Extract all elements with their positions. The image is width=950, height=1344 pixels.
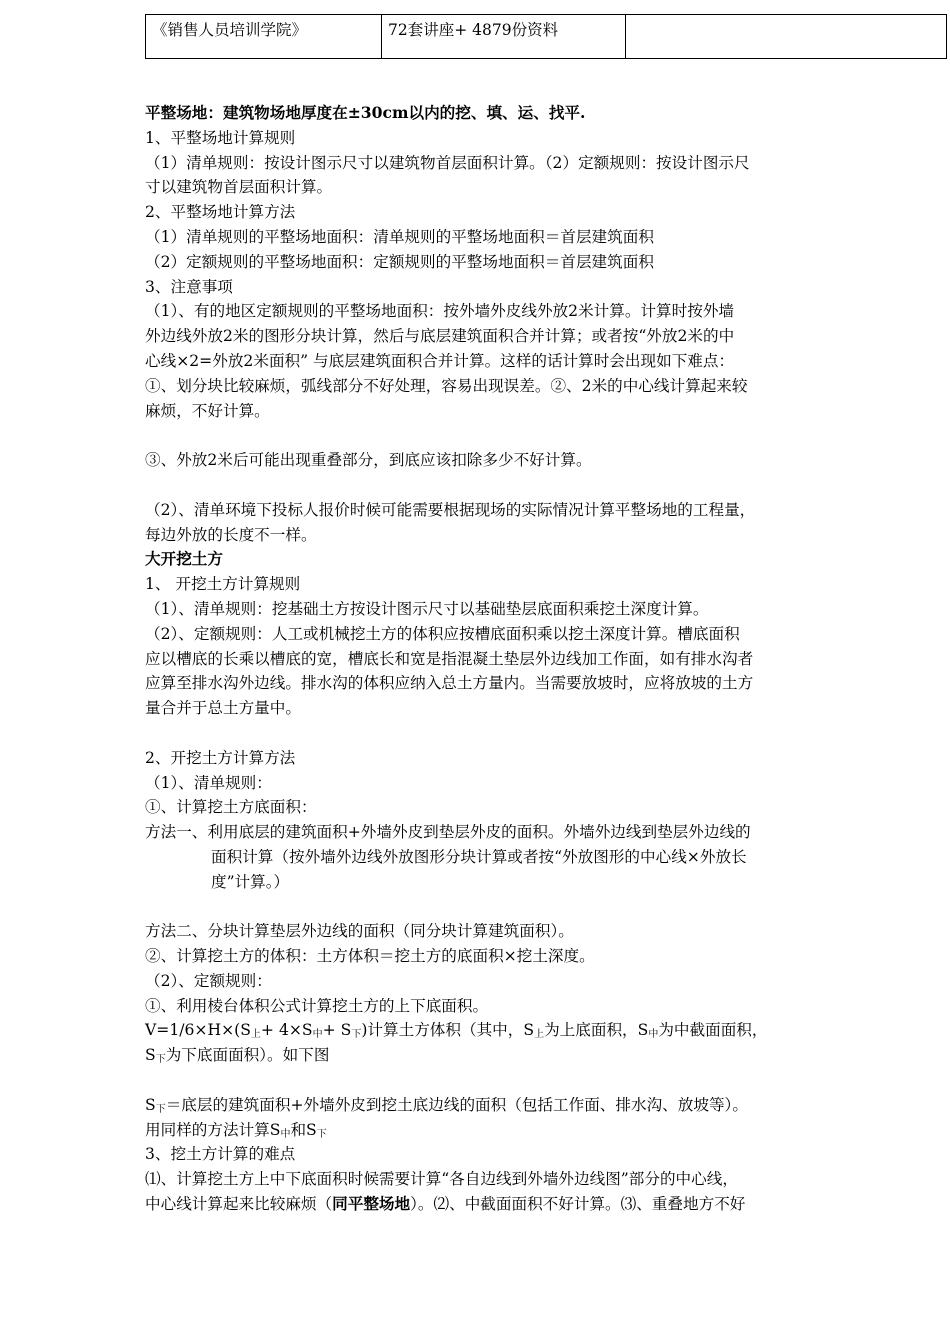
paragraph-line: 3、挖土方计算的难点 (145, 1145, 296, 1164)
paragraph-line: 方法二、分块计算垫层外边线的面积（同分块计算建筑面积）。 (145, 922, 574, 941)
paragraph-line: 2、平整场地计算方法 (145, 203, 296, 222)
paragraph-line: ⑴、计算挖土方上中下底面积时候需要计算“各自边线到外墙外边线图”部分的中心线， (145, 1170, 738, 1189)
paragraph-line: （2）定额规则的平整场地面积：定额规则的平整场地面积＝首层建筑面积 (145, 252, 654, 271)
paragraph-line: ①、利用棱台体积公式计算挖土方的上下底面积。 (145, 996, 489, 1015)
header-cell-resources: 72套讲座+ 4879份资料 (382, 15, 626, 59)
paragraph-line: （2）、清单环境下投标人报价时候可能需要根据现场的实际情况计算平整场地的工程量， (145, 500, 756, 519)
paragraph-line: ①、计算挖土方底面积： (145, 798, 317, 817)
paragraph-line: 2、开挖土方计算方法 (145, 748, 296, 767)
paragraph-line: 1、 开挖土方计算规则 (145, 575, 301, 594)
paragraph-line: ①、划分块比较麻烦，弧线部分不好处理，容易出现误差。②、2米的中心线计算起来较 (145, 376, 748, 395)
paragraph-line: 应算至排水沟外边线。排水沟的体积应纳入总土方量内。当需要放坡时，应将放坡的土方 (145, 674, 754, 693)
paragraph-line: 心线×2=外放2米面积” 与底层建筑面积合并计算。这样的话计算时会出现如下难点： (145, 351, 735, 370)
paragraph-line: 寸以建筑物首层面积计算。 (145, 178, 333, 197)
paragraph-line: 3、注意事项 (145, 277, 233, 296)
paragraph-line: $S_下=$底层的建筑面积+外墙外皮到挖土底边线的面积（包括工作面、排水沟、放坡等）。 (145, 1095, 748, 1115)
paragraph-line: 麻烦，不好计算。 (145, 401, 270, 420)
paragraph-line: ②、计算挖土方的体积：土方体积＝挖土方的底面积×挖土深度。 (145, 947, 595, 966)
paragraph-line: 中心线计算起来比较麻烦（同平整场地）。⑵、中截面面积不好计算。⑶、重叠地方不好 (145, 1194, 746, 1214)
paragraph-line: 每边外放的长度不一样。 (145, 525, 317, 544)
paragraph-line-indented: 度”计算。） (211, 872, 290, 891)
paragraph-line: （2）、定额规则： (145, 971, 272, 990)
paragraph-line: 应以槽底的长乘以槽底的宽，槽底长和宽是指混凝土垫层外边线加工作面，如有排水沟者 (145, 649, 754, 668)
section-heading-excavation: 大开挖土方 (145, 549, 223, 569)
header-cell-empty (626, 15, 947, 59)
paragraph-line: 外边线外放2米的图形分块计算，然后与底层建筑面积合并计算；或者按“外放2米的中 (145, 327, 735, 346)
paragraph-line: （1）清单规则：按设计图示尺寸以建筑物首层面积计算。（2）定额规则：按设计图示尺 (145, 153, 750, 172)
paragraph-line: （2）、定额规则：人工或机械挖土方的体积应按槽底面积乘以挖土深度计算。槽底面积 (145, 624, 740, 643)
paragraph-line: （1）、清单规则： (145, 773, 272, 792)
header-cell-title: 《销售人员培训学院》 (146, 15, 382, 59)
paragraph-line: ③、外放2米后可能出现重叠部分，到底应该扣除多少不好计算。 (145, 451, 592, 470)
paragraph-line: 量合并于总土方量中。 (145, 699, 301, 718)
section-heading-site-leveling: 平整场地：建筑物场地厚度在±30cm以内的挖、填、运、找平. (145, 103, 586, 122)
paragraph-line-indented: 面积计算（按外墙外边线外放图形分块计算或者按“外放图形的中心线×外放长 (211, 847, 747, 866)
paragraph-line: （1）清单规则的平整场地面积：清单规则的平整场地面积＝首层建筑面积 (145, 227, 654, 246)
paragraph-line: 用同样的方法计算$S_中$和$S_下$ (145, 1120, 327, 1140)
document-body (145, 101, 905, 1217)
paragraph-line: （1）、清单规则：挖基础土方按设计图示尺寸以基础垫层底面积乘挖土深度计算。 (145, 599, 709, 618)
formula-line: $V=1/6\times H\times(S_上+ 4\times S_中+ S_下)$计算土方体积（其中，$S_上$为上底面积，$S_中$为中截面面积， (145, 1021, 768, 1041)
paragraph-line: 1、平整场地计算规则 (145, 128, 296, 147)
paragraph-line: 方法一、利用底层的建筑面积+外墙外皮到垫层外皮的面积。外墙外边线到垫层外边线的 (145, 823, 751, 842)
header-table (145, 14, 947, 59)
paragraph-line: （1）、有的地区定额规则的平整场地面积：按外墙外皮线外放2米计算。计算时按外墙 (145, 302, 735, 321)
formula-line: $S_下$为下底面面积）。如下图 (145, 1046, 330, 1066)
